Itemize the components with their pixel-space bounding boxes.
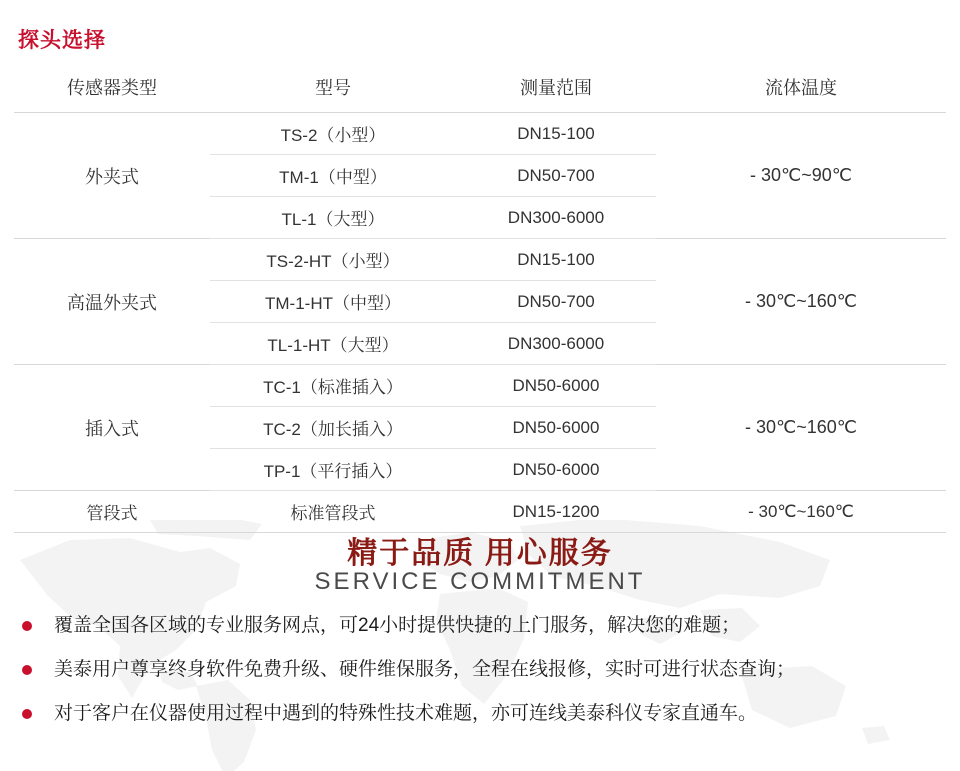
- table-header-row: [14, 66, 946, 113]
- bullet-icon: [22, 665, 32, 675]
- cell-sensor-type: 插入式: [14, 365, 210, 491]
- list-item: [0, 612, 960, 640]
- cell-range: DN50-700: [456, 155, 656, 197]
- list-item-text: 美泰用户尊享终身软件免费升级、硬件维保服务，全程在线报修，实时可进行状态查询；: [54, 659, 796, 680]
- cell-range: DN50-6000: [456, 449, 656, 491]
- table-body: [14, 113, 946, 533]
- cell-model: TL-1-HT（大型）: [210, 323, 456, 365]
- cell-model: TM-1-HT（中型）: [210, 281, 456, 323]
- commitment-list: [0, 612, 960, 744]
- table-header: [14, 66, 946, 113]
- cell-model: TS-2（小型）: [210, 113, 456, 155]
- column-header-sensor-type: 传感器类型: [14, 66, 210, 113]
- cell-temperature: - 30℃~160℃: [656, 491, 946, 533]
- table-row: [14, 365, 946, 407]
- cell-model: TS-2-HT（小型）: [210, 239, 456, 281]
- table-row: [14, 239, 946, 281]
- cell-range: DN300-6000: [456, 197, 656, 239]
- cell-model: TL-1（大型）: [210, 197, 456, 239]
- cell-sensor-type: 高温外夹式: [14, 239, 210, 365]
- cell-range: DN50-700: [456, 281, 656, 323]
- cell-model: TP-1（平行插入）: [210, 449, 456, 491]
- table-row: [14, 113, 946, 155]
- column-header-model: 型号: [210, 66, 456, 113]
- probe-selection-table: [14, 66, 946, 533]
- cell-model: TC-1（标准插入）: [210, 365, 456, 407]
- cell-range: DN300-6000: [456, 323, 656, 365]
- commitment-title-en: SERVICE COMMITMENT: [314, 568, 646, 595]
- list-item: [0, 700, 960, 728]
- cell-sensor-type: 管段式: [14, 491, 210, 533]
- cell-model: 标准管段式: [210, 491, 456, 533]
- cell-model: TC-2（加长插入）: [210, 407, 456, 449]
- cell-temperature: - 30℃~160℃: [656, 365, 946, 491]
- list-item: [0, 656, 960, 684]
- bullet-icon: [22, 621, 32, 631]
- cell-temperature: - 30℃~90℃: [656, 113, 946, 239]
- cell-model: TM-1（中型）: [210, 155, 456, 197]
- list-item-text: 对于客户在仪器使用过程中遇到的特殊性技术难题，亦可连线美泰科仪专家直通车。: [54, 703, 758, 724]
- bullet-icon: [22, 709, 32, 719]
- cell-temperature: - 30℃~160℃: [656, 239, 946, 365]
- commitment-title-cn: 精于品质 用心服务: [347, 537, 613, 570]
- cell-range: DN15-100: [456, 113, 656, 155]
- cell-sensor-type: 外夹式: [14, 113, 210, 239]
- cell-range: DN15-100: [456, 239, 656, 281]
- page-title: 探头选择: [18, 29, 106, 52]
- column-header-range: 测量范围: [456, 66, 656, 113]
- cell-range: DN15-1200: [456, 491, 656, 533]
- cell-range: DN50-6000: [456, 365, 656, 407]
- list-item-text: 覆盖全国各区域的专业服务网点，可24小时提供快捷的上门服务，解决您的难题；: [54, 615, 741, 636]
- column-header-temperature: 流体温度: [656, 66, 946, 113]
- service-commitment-section: [0, 520, 960, 771]
- cell-range: DN50-6000: [456, 407, 656, 449]
